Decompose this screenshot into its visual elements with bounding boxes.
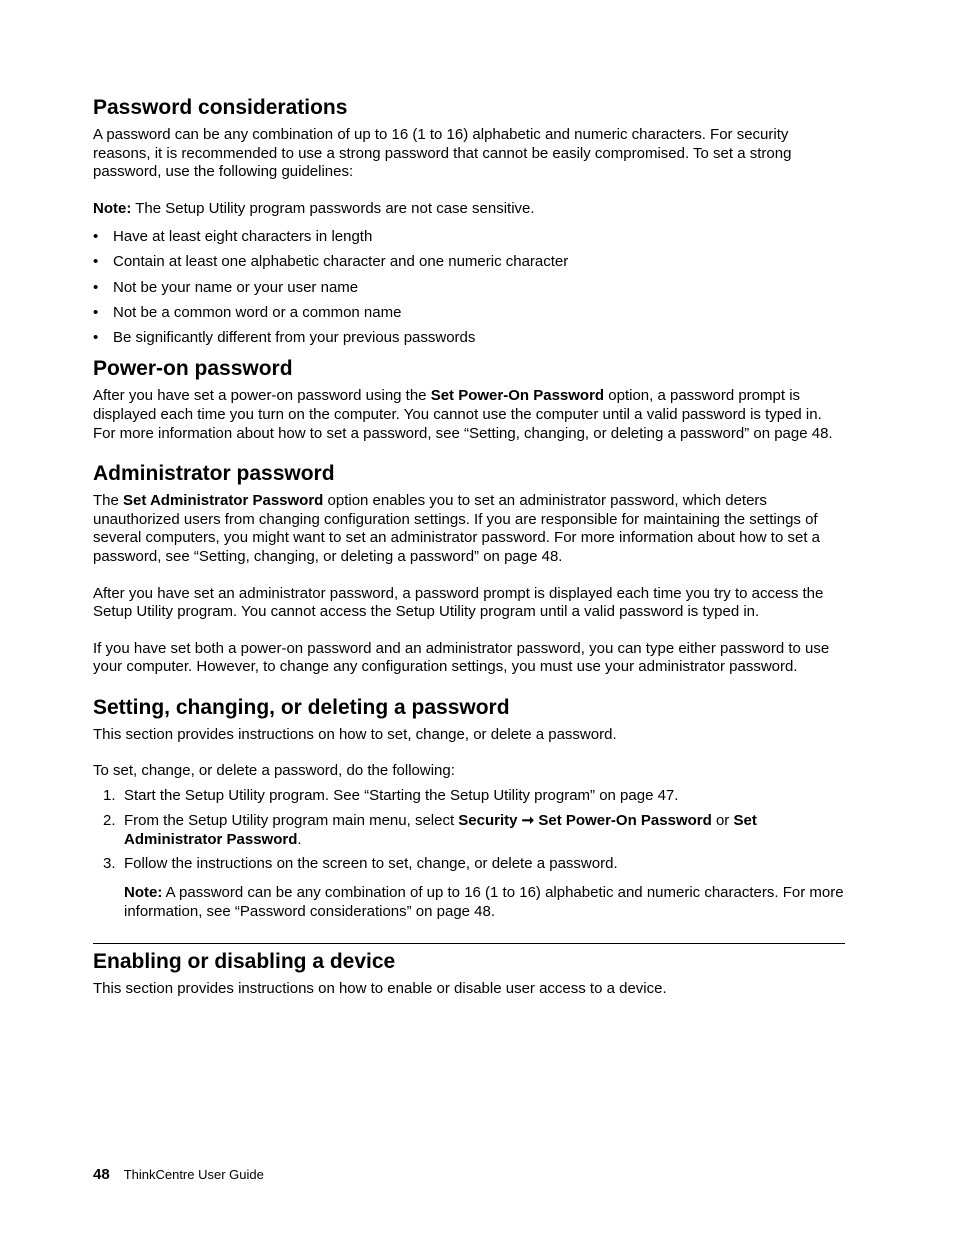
paragraph-admin-3: If you have set both a power-on password and an administrator password, you can type either password to use your computer. However, to change any configuration settings, you must use your administrator password. (93, 639, 830, 676)
note-label: Note: (124, 884, 163, 902)
step-number: 2. (103, 811, 116, 829)
paragraph-power-on: After you have set a power-on password using the Set Power-On Password option, a password prompt is displayed each time you turn on the computer. You cannot use the computer until a valid password is typed in. For more information about how to set a password, see “Setting, changing, or deleting a password” on page 48. (93, 387, 833, 442)
step-item: 2. From the Setup Utility program main menu, select Security ➞ Set Power-On Password or Set Administrator Password. (103, 811, 757, 848)
step-number: 1. (103, 787, 116, 805)
heading-setting-changing-deleting: Setting, changing, or deleting a password (93, 695, 510, 719)
document-page (93, 94, 845, 999)
paragraph-password-intro: A password can be any combination of up to 16 (1 to 16) alphabetic and numeric characters. For security reasons, it is recommended to use a strong password that cannot be easily compromised. To set a strong password, use the following guidelines: (93, 126, 792, 181)
page-number: 48 (93, 1166, 110, 1183)
note-text: A password can be any combination of up to 16 (1 to 16) alphabetic and numeric characters. For more information, see “Password considerations” on page 48. (124, 884, 844, 920)
note-text: The Setup Utility program passwords are not case sensitive. (131, 199, 535, 217)
list-item: • Contain at least one alphabetic character and one numeric character (93, 253, 569, 271)
list-item: • Not be a common word or a common name (93, 303, 402, 321)
note-label: Note: (93, 199, 132, 217)
note-password-combination (124, 884, 845, 921)
step-item: 3. Follow the instructions on the screen to set, change, or delete a password. (103, 855, 618, 873)
note-case-sensitive (93, 200, 845, 219)
list-item: • Not be your name or your user name (93, 278, 359, 296)
section-divider (93, 943, 845, 944)
menu-set-administrator-password: Set Administrator Password (124, 811, 757, 848)
menu-set-power-on-password: Set Power-On Password (538, 811, 712, 829)
bullet-glyph: • (93, 328, 99, 346)
bullet-glyph: • (93, 228, 99, 246)
menu-security: Security (458, 811, 518, 829)
bullet-glyph: • (93, 253, 99, 271)
guideline-list (93, 228, 845, 347)
paragraph-setting-1: This section provides instructions on how to set, change, or delete a password. (93, 725, 617, 743)
step-item: 1. Start the Setup Utility program. See “Starting the Setup Utility program” on page 47. (103, 787, 679, 805)
steps-list (93, 787, 845, 874)
heading-power-on-password: Power-on password (93, 357, 293, 381)
page-footer (93, 1166, 264, 1184)
option-set-power-on-password: Set Power-On Password (430, 387, 605, 405)
bullet-glyph: • (93, 278, 99, 296)
list-item: • Be significantly different from your previous passwords (93, 328, 476, 346)
heading-password-considerations: Password considerations (93, 96, 348, 119)
paragraph-admin-2: After you have set an administrator password, a password prompt is displayed each time you try to access the Setup Utility program. You cannot access the Setup Utility program until a valid password is typed in. (93, 584, 824, 621)
book-title: ThinkCentre User Guide (123, 1167, 264, 1182)
bullet-glyph: • (93, 303, 99, 321)
paragraph-setting-2: To set, change, or delete a password, do the following: (93, 762, 455, 780)
list-item: • Have at least eight characters in length (93, 228, 373, 246)
paragraph-admin-1: The Set Administrator Password option enables you to set an administrator password, which deters unauthorized users from changing configuration settings. If you are responsible for maintaining the settings of several computers, you might want to set an administrator password. For more information about how to set a password, see “Setting, changing, or deleting a password” on page 48. (93, 492, 821, 565)
option-set-administrator-password: Set Administrator Password (123, 492, 324, 510)
heading-administrator-password: Administrator password (93, 462, 335, 486)
heading-enabling-disabling-device: Enabling or disabling a device (93, 950, 396, 974)
paragraph-enabling-device: This section provides instructions on how to enable or disable user access to a device. (93, 980, 667, 998)
step-number: 3. (103, 855, 116, 873)
arrow-icon: ➞ (517, 811, 539, 829)
